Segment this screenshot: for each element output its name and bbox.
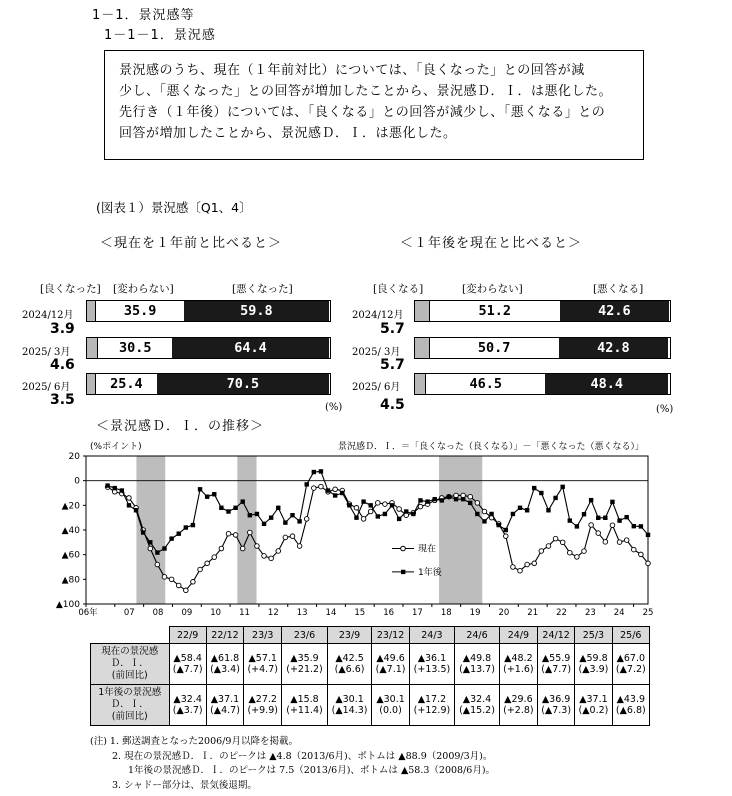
y-tick-label: ▲100 [55, 600, 80, 610]
data-point-outlook [390, 503, 394, 507]
table-cell: ▲57.1 (+4.7) [244, 644, 282, 685]
data-point-outlook [582, 512, 586, 516]
data-point-outlook [383, 512, 387, 516]
data-point-current [468, 494, 473, 499]
data-point-outlook [432, 497, 436, 501]
data-point-outlook [361, 499, 365, 503]
notes [90, 735, 495, 793]
data-point-current [383, 502, 388, 507]
data-point-current [631, 547, 636, 552]
figure-title: (図表１）景況感〔Q1、4〕 [96, 200, 252, 215]
bar-date: 2025/ 6月 [352, 382, 401, 393]
data-point-current [155, 562, 160, 567]
data-point-outlook [568, 518, 572, 522]
table-cell: ▲49.8 (▲13.7) [455, 644, 500, 685]
legend-label: 1年後 [418, 567, 442, 578]
table-cell: ▲67.0 (▲7.2) [612, 644, 649, 685]
table-cell: ▲42.5 (▲6.6) [327, 644, 372, 685]
x-tick-label: 14 [325, 608, 337, 618]
legend-same: [変わらない] [462, 283, 523, 295]
summary-line: 回答が増加したことから、景況感Ｄ．Ｉ．は悪化した。 [119, 126, 457, 141]
data-point-current [162, 575, 167, 580]
data-point-outlook [504, 528, 508, 532]
data-point-outlook [603, 516, 607, 520]
bar-good-value: 5.7 [380, 321, 405, 337]
data-point-outlook [113, 486, 117, 490]
data-point-outlook [482, 519, 486, 523]
table-cell: ▲43.9 (▲6.8) [612, 685, 649, 726]
row-label [91, 685, 170, 726]
data-point-outlook [596, 516, 600, 520]
table-corner [91, 627, 170, 644]
x-tick-label: 06年 [78, 608, 98, 618]
legend-good: [良くなった] [40, 283, 101, 295]
data-point-outlook [169, 536, 173, 540]
table-column-header: 23/9 [327, 627, 372, 644]
bar-date: 2025/ 6月 [22, 382, 71, 393]
stacked-bar [414, 300, 671, 322]
data-point-outlook [205, 495, 209, 499]
table-cell: ▲48.2 (+1.6) [499, 644, 537, 685]
x-tick-label: 20 [498, 608, 510, 618]
x-tick-label: 17 [412, 608, 423, 618]
data-point-outlook [241, 499, 245, 503]
bar-segment-same: 51.2 [430, 301, 561, 321]
data-point-current [297, 544, 302, 549]
data-point-outlook [610, 500, 614, 504]
row-label-line: (前回比) [111, 711, 148, 722]
data-point-outlook [333, 493, 337, 497]
table-cell: ▲58.4 (▲7.7) [169, 644, 206, 685]
legend-marker [401, 546, 406, 551]
bar-date: 2025/ 3月 [352, 347, 401, 358]
stacked-bar [86, 337, 331, 359]
data-point-outlook [376, 514, 380, 518]
table-cell: ▲59.8 (▲3.9) [575, 644, 612, 685]
bar-good-value: 4.6 [50, 357, 75, 373]
bar-segment-same: 50.7 [430, 338, 559, 358]
data-point-outlook [560, 485, 564, 489]
data-point-outlook [575, 524, 579, 528]
x-tick-label: 12 [267, 608, 279, 618]
data-point-current [582, 549, 587, 554]
data-point-current [368, 509, 373, 514]
data-point-outlook [617, 518, 621, 522]
data-point-outlook [283, 520, 287, 524]
bar-segment-good [415, 301, 430, 321]
data-point-current [617, 540, 622, 545]
legend-label: 現在 [418, 544, 437, 555]
table-cell: ▲36.1 (+13.5) [409, 644, 454, 685]
bar-good-value: 5.7 [380, 357, 405, 373]
x-tick-label: 09 [181, 608, 193, 618]
data-point-outlook [496, 523, 500, 527]
data-point-outlook [198, 487, 202, 491]
data-point-outlook [624, 515, 628, 519]
x-tick-label: 22 [556, 608, 567, 618]
data-point-current [219, 546, 224, 551]
data-point-outlook [177, 532, 181, 536]
data-point-outlook [155, 550, 159, 554]
data-point-current [639, 552, 644, 557]
data-point-outlook [518, 506, 522, 510]
summary-box [104, 50, 644, 160]
data-point-outlook [532, 486, 536, 490]
data-point-current [361, 517, 366, 522]
x-tick-label: 21 [527, 608, 539, 618]
table-cell: ▲55.9 (▲7.7) [537, 644, 574, 685]
data-point-current [176, 583, 181, 588]
bar-good-value: 3.9 [50, 321, 75, 337]
x-tick-label: 07 [123, 608, 135, 618]
bar-segment-bad: 64.4 [172, 338, 328, 358]
data-point-outlook [305, 482, 309, 486]
bar-segment-bad: 42.8 [559, 338, 668, 358]
data-point-current [546, 544, 551, 549]
bar-segment-good [87, 301, 96, 321]
data-point-current [148, 546, 153, 551]
table-cell: ▲36.9 (▲7.3) [537, 685, 574, 726]
data-point-outlook [546, 508, 550, 512]
bar-segment-same: 25.4 [96, 374, 158, 394]
bar-date: 2025/ 3月 [22, 347, 71, 358]
y-tick-label: ▲80 [61, 575, 80, 586]
row-label-line: 現在の景況感 [101, 646, 159, 657]
data-point-outlook [511, 512, 515, 516]
data-point-outlook [397, 517, 401, 521]
data-point-outlook [525, 508, 529, 512]
row-label-line: 1年後の景況感 [98, 687, 162, 698]
subsection-heading: 1－1－1．景況感 [104, 28, 216, 43]
note-line: 3. シャドー部分は、景気後退期。 [112, 779, 257, 791]
data-point-current [283, 535, 288, 540]
table-column-header: 24/6 [455, 627, 500, 644]
data-point-outlook [226, 509, 230, 513]
x-tick-label: 23 [584, 608, 596, 618]
data-point-outlook [404, 509, 408, 513]
bar-segment-same: 46.5 [426, 374, 545, 394]
table-cell: ▲61.8 (▲3.4) [206, 644, 243, 685]
data-point-current [418, 504, 423, 509]
data-point-current [532, 561, 537, 566]
data-point-outlook [454, 497, 458, 501]
bar-segment-bad: 59.8 [184, 301, 329, 321]
y-tick-label: ▲60 [61, 550, 80, 561]
x-tick-label: 10 [210, 608, 222, 618]
data-point-current [191, 580, 196, 585]
di-table [90, 626, 650, 726]
section-heading: 1－1．景況感等 [92, 8, 195, 23]
data-point-outlook [553, 496, 557, 500]
data-point-outlook [127, 503, 131, 507]
data-point-outlook [368, 503, 372, 507]
data-point-current [475, 501, 480, 506]
table-row [91, 644, 650, 685]
table-cell: ▲30.1 (0.0) [372, 685, 409, 726]
data-point-current [560, 540, 565, 545]
data-point-current [575, 555, 580, 560]
table-column-header: 24/12 [537, 627, 574, 644]
data-point-current [276, 549, 281, 554]
stacked-bar [86, 300, 331, 322]
data-point-outlook [347, 503, 351, 507]
data-point-outlook [489, 512, 493, 516]
data-point-outlook [120, 488, 124, 492]
data-point-current [511, 565, 516, 570]
data-point-current [624, 538, 629, 543]
table-row [91, 685, 650, 726]
data-point-outlook [233, 506, 237, 510]
unit-label: (%) [656, 404, 674, 415]
data-point-outlook [425, 499, 429, 503]
data-point-outlook [468, 501, 472, 505]
table-cell: ▲49.6 (▲7.1) [372, 644, 409, 685]
data-point-outlook [148, 540, 152, 544]
data-point-outlook [440, 498, 444, 502]
note-line: 1年後の景況感Ｄ．Ｉ．のピークは 7.5（2013/6月)、ボトムは ▲58.3（2008/6月)。 [128, 765, 496, 776]
data-point-current [262, 554, 267, 559]
legend-same: [変わらない] [113, 283, 174, 295]
data-point-current [240, 546, 245, 551]
data-point-current [596, 531, 601, 536]
data-point-current [610, 523, 615, 528]
table-column-header: 25/3 [575, 627, 612, 644]
y-tick-label: 20 [68, 452, 80, 462]
x-tick-label: 13 [296, 608, 308, 618]
x-tick-label: 25 [642, 608, 654, 618]
data-point-outlook [248, 513, 252, 517]
x-tick-label: 11 [239, 608, 250, 618]
data-point-outlook [262, 522, 266, 526]
data-point-outlook [312, 470, 316, 474]
recession-shade [439, 456, 482, 604]
bar-date: 2024/12月 [22, 310, 74, 321]
table-column-header: 23/6 [282, 627, 327, 644]
x-tick-label: 19 [469, 608, 481, 618]
stacked-bar [414, 337, 671, 359]
table-cell: ▲15.8 (+11.4) [282, 685, 327, 726]
table-cell: ▲37.1 (▲4.7) [206, 685, 243, 726]
data-point-outlook [354, 515, 358, 519]
data-point-current [539, 549, 544, 554]
data-point-outlook [639, 524, 643, 528]
bar-date: 2024/12月 [352, 310, 404, 321]
y-tick-label: 0 [74, 476, 80, 487]
table-header-row [91, 627, 650, 644]
summary-line: 少し、「悪くなった」との回答が増加したことから、景況感Ｄ．Ｉ．は悪化した。 [119, 84, 613, 99]
data-point-current [503, 534, 508, 539]
table-column-header: 23/12 [372, 627, 409, 644]
table-column-header: 24/3 [409, 627, 454, 644]
data-point-outlook [134, 508, 138, 512]
legend-good: [良くなる] [373, 283, 424, 295]
x-tick-label: 16 [383, 608, 395, 618]
data-point-current [184, 588, 189, 593]
row-label-line: Ｄ．Ｉ． [110, 658, 149, 669]
table-cell: ▲32.4 (▲15.2) [455, 685, 500, 726]
data-point-outlook [326, 488, 330, 492]
bar-good-value: 4.5 [380, 397, 405, 413]
table-cell: ▲29.6 (+2.8) [499, 685, 537, 726]
data-point-current [198, 567, 203, 572]
table-cell: ▲32.4 (▲3.7) [169, 685, 206, 726]
series-line [108, 471, 648, 552]
formula-label: 景況感Ｄ．Ｉ．＝「良くなった（良くなる）」－「悪くなった（悪くなる）」 [337, 442, 644, 452]
data-point-outlook [646, 533, 650, 537]
stacked-bar [414, 373, 671, 395]
note-line: 2. 現在の景況感Ｄ．Ｉ．のピークは ▲4.8（2013/6月)、ボトムは ▲88.9（2009/3月)。 [112, 750, 493, 762]
summary-line: 景況感のうち、現在（１年前対比）については、「良くなった」との回答が減 [119, 63, 585, 78]
bar-segment-bad: 42.6 [560, 301, 669, 321]
x-tick-label: 24 [613, 608, 625, 618]
legend-bad: [悪くなる] [593, 283, 644, 295]
data-point-outlook [219, 506, 223, 510]
data-point-current [312, 486, 317, 491]
table-column-header: 23/3 [244, 627, 282, 644]
data-point-current [255, 544, 260, 549]
table-cell: ▲30.1 (▲14.3) [327, 685, 372, 726]
data-point-outlook [461, 497, 465, 501]
data-point-current [226, 531, 231, 536]
x-tick-label: 18 [440, 608, 452, 618]
table-column-header: 25/6 [612, 627, 649, 644]
data-point-current [127, 496, 132, 501]
bar-good-value: 3.5 [50, 392, 75, 408]
data-point-outlook [447, 495, 451, 499]
data-point-current [290, 534, 295, 539]
stacked-bar [86, 373, 331, 395]
bar-segment-bad: 48.4 [545, 374, 668, 394]
data-point-current [482, 509, 487, 514]
bar-segment-good [87, 374, 96, 394]
summary-line: 先行き（１年後）については、「良くなる」との回答が減少し、「悪くなる」との [119, 105, 606, 120]
data-point-outlook [141, 530, 145, 534]
data-point-outlook [290, 513, 294, 517]
data-point-outlook [475, 512, 479, 516]
data-point-current [397, 507, 402, 512]
data-point-current [354, 506, 359, 511]
table-column-header: 22/12 [206, 627, 243, 644]
note-line: (注) 1. 郵送調査となった2006/9月以降を掲載。 [90, 736, 298, 747]
data-point-current [589, 523, 594, 528]
data-point-outlook [411, 512, 415, 516]
bar-segment-bad: 70.5 [157, 374, 328, 394]
data-point-current [567, 550, 572, 555]
data-point-outlook [184, 525, 188, 529]
data-point-outlook [162, 546, 166, 550]
data-point-outlook [632, 524, 636, 528]
bar-segment-same: 35.9 [96, 301, 183, 321]
data-point-current [333, 487, 338, 492]
data-point-current [269, 556, 274, 561]
unit-label: (%) [325, 402, 343, 413]
data-point-outlook [340, 491, 344, 495]
bar-segment-good [415, 374, 426, 394]
table-cell: ▲35.9 (+21.2) [282, 644, 327, 685]
data-point-outlook [539, 491, 543, 495]
data-point-current [212, 555, 217, 560]
row-label-line: (前回比) [111, 670, 148, 681]
data-point-outlook [589, 498, 593, 502]
table-cell: ▲27.2 (+9.9) [244, 685, 282, 726]
data-point-outlook [105, 483, 109, 487]
data-point-current [603, 540, 608, 545]
data-point-outlook [319, 469, 323, 473]
table-cell: ▲17.2 (+12.9) [409, 685, 454, 726]
data-point-current [646, 561, 651, 566]
data-point-current [518, 568, 523, 573]
data-point-outlook [418, 498, 422, 502]
data-point-outlook [191, 523, 195, 527]
table-cell: ▲37.1 (▲0.2) [575, 685, 612, 726]
data-point-outlook [297, 519, 301, 523]
data-point-current [248, 530, 253, 535]
bar-segment-same: 30.5 [98, 338, 172, 358]
y-tick-label: ▲40 [61, 526, 80, 536]
right-panel-title: ＜１年後を現在と比べると＞ [400, 236, 583, 251]
legend-marker [401, 570, 405, 574]
bar-segment-good [415, 338, 430, 358]
data-point-current [553, 536, 558, 541]
table-column-header: 24/9 [499, 627, 537, 644]
y-tick-label: ▲20 [61, 501, 80, 512]
data-point-current [169, 577, 174, 582]
left-panel-title: ＜現在を１年前と比べると＞ [100, 236, 283, 251]
row-label [91, 644, 170, 685]
legend-bad: [悪くなった] [232, 283, 293, 295]
data-point-outlook [269, 515, 273, 519]
di-line-chart [0, 434, 732, 624]
di-chart-title: ＜景況感Ｄ．Ｉ．の推移＞ [96, 419, 265, 434]
y-axis-label: (%ポイント) [90, 442, 142, 452]
data-point-outlook [276, 506, 280, 510]
data-point-current [233, 533, 238, 538]
data-point-current [304, 517, 309, 522]
data-point-current [525, 562, 530, 567]
data-point-outlook [212, 492, 216, 496]
table-column-header: 22/9 [169, 627, 206, 644]
row-label-line: Ｄ．Ｉ． [110, 699, 149, 710]
bar-segment-good [87, 338, 98, 358]
plot-frame [86, 456, 648, 604]
data-point-current [319, 484, 324, 489]
recession-shade [237, 456, 256, 604]
data-point-outlook [255, 512, 259, 516]
data-point-current [205, 561, 210, 566]
x-tick-label: 08 [152, 608, 164, 618]
x-tick-label: 15 [354, 608, 366, 618]
data-point-current [376, 501, 381, 506]
